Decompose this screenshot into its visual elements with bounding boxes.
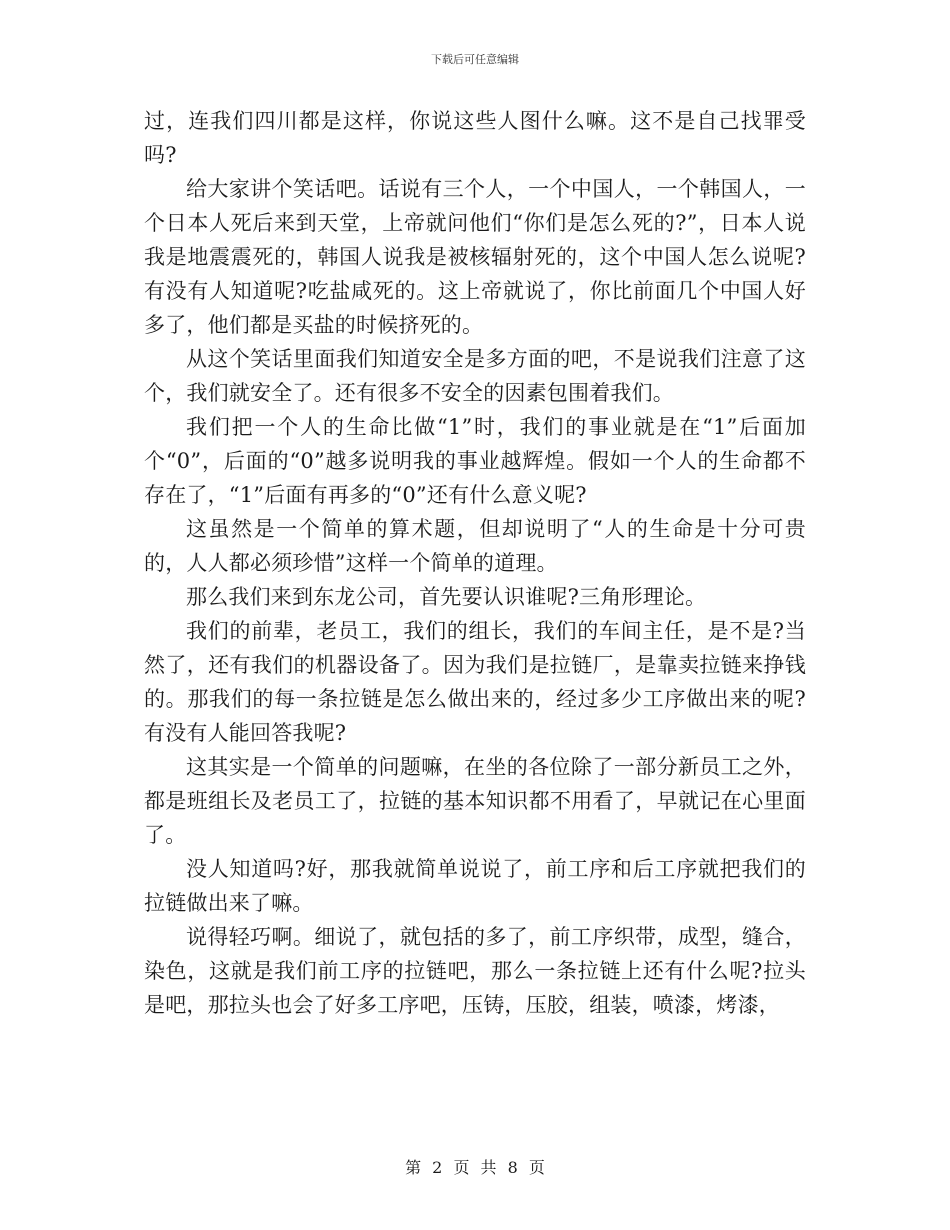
- paragraph: 从这个笑话里面我们知道安全是多方面的吧，不是说我们注意了这个，我们就安全了。还有很多不安全的因素包围着我们。: [144, 347, 806, 405]
- page-header-note: 下载后可任意编辑: [431, 53, 519, 66]
- page-number: 第 2 页 共 8 页: [405, 1158, 545, 1177]
- paragraph: 没人知道吗?好，那我就简单说说了，前工序和后工序就把我们的拉链做出来了嘛。: [144, 857, 806, 915]
- paragraph: 这其实是一个简单的问题嘛，在坐的各位除了一部分新员工之外，都是班组长及老员工了，拉链的基本知识都不用看了，早就记在心里面了。: [144, 755, 806, 847]
- paragraph: 给大家讲个笑话吧。话说有三个人，一个中国人，一个韩国人，一个日本人死后来到天堂，上帝就问他们“你们是怎么死的?”，日本人说我是地震震死的，韩国人说我是被核辐射死的，这个中国人怎么说呢?有没有人知道呢?吃盐咸死的。这上帝就说了，你比前面几个中国人好多了，他们都是买盐的时候挤死的。: [144, 177, 806, 337]
- paragraph: 说得轻巧啊。细说了，就包括的多了，前工序织带，成型，缝合，染色，这就是我们前工序的拉链吧，那么一条拉链上还有什么呢?拉头是吧，那拉头也会了好多工序吧，压铸，压胶，组装，喷漆，烤漆，: [144, 925, 806, 1017]
- paragraph: 我们把一个人的生命比做“1”时，我们的事业就是在“1”后面加个“0”，后面的“0”越多说明我的事业越辉煌。假如一个人的生命都不存在了，“1”后面有再多的“0”还有什么意义呢?: [144, 415, 806, 507]
- paragraph: 那么我们来到东龙公司，首先要认识谁呢?三角形理论。: [186, 585, 707, 609]
- document-body: [144, 104, 806, 1022]
- paragraph: 过，连我们四川都是这样，你说这些人图什么嘛。这不是自己找罪受吗?: [144, 109, 806, 167]
- paragraph: 这虽然是一个简单的算术题，但却说明了“人的生命是十分可贵的，人人都必须珍惜”这样一个简单的道理。: [144, 517, 806, 575]
- paragraph: 我们的前辈，老员工，我们的组长，我们的车间主任，是不是?当然了，还有我们的机器设备了。因为我们是拉链厂，是靠卖拉链来挣钱的。那我们的每一条拉链是怎么做出来的，经过多少工序做出来的呢?有没有人能回答我呢?: [144, 619, 806, 745]
